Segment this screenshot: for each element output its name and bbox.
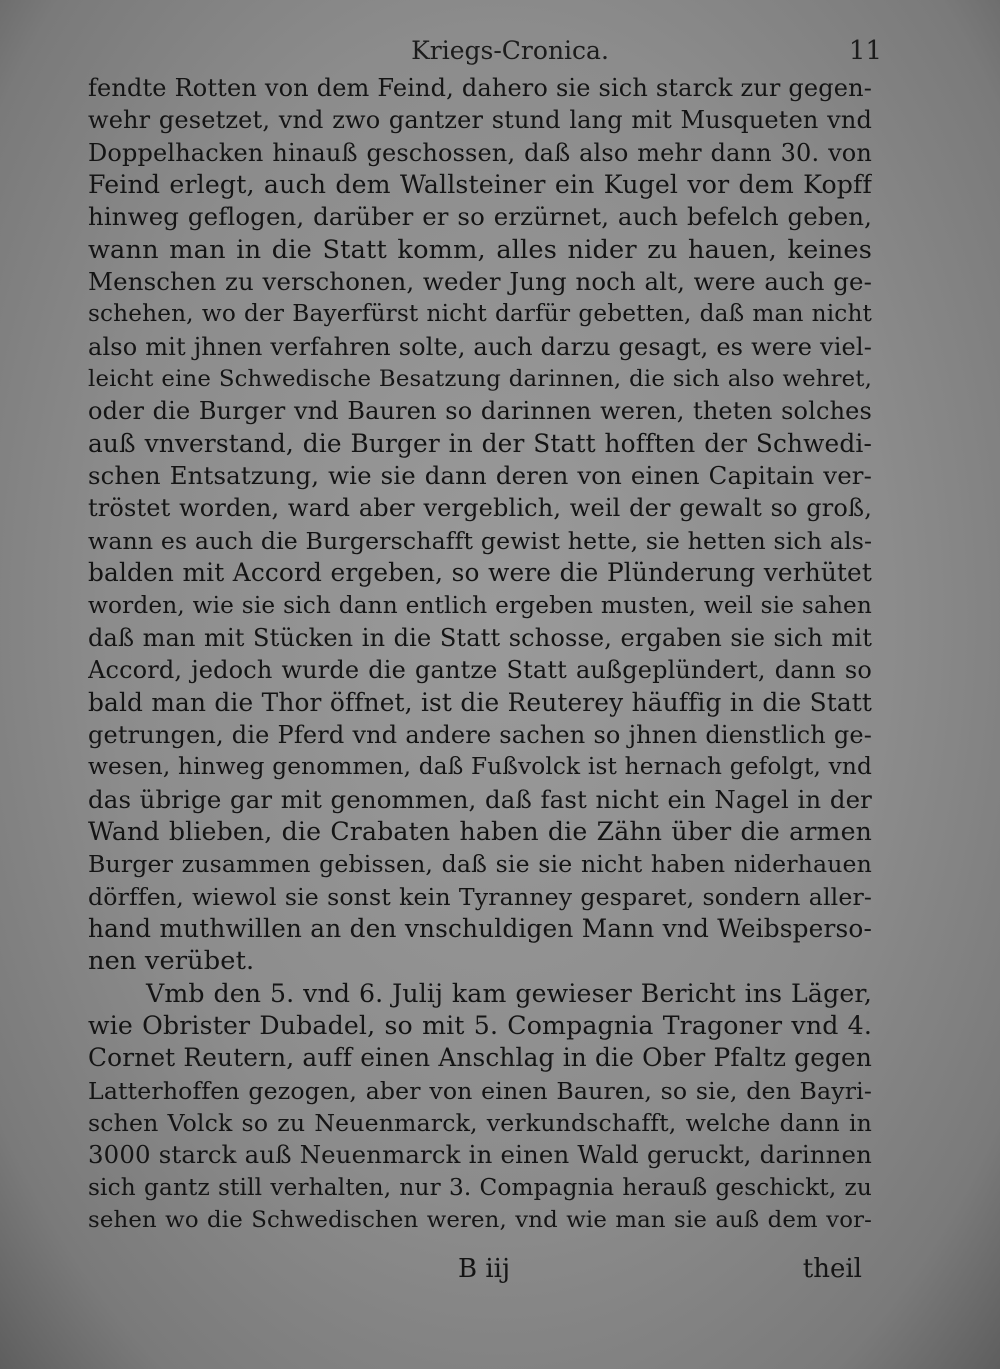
text-line: schen Entsatzung, wie sie dann deren von einen Capitain ver-: [88, 461, 872, 491]
text-line: hand muthwillen an den vnschuldigen Mann vnd Weibsperso-: [88, 913, 872, 943]
text-line: Cornet Reutern, auff einen Anschlag in die Ober Pfaltz gegen: [88, 1043, 872, 1073]
text-line: oder die Burger vnd Bauren so darinnen weren, theten solches: [88, 397, 872, 426]
text-line: Accord, jedoch wurde die gantze Statt außgeplündert, dann so: [88, 656, 872, 685]
text-line: wesen, hinweg genommen, daß Fußvolck ist hernach gefolgt, vnd: [88, 753, 872, 781]
text-line: sich gantz still verhalten, nur 3. Compagnia herauß geschickt, zu: [88, 1173, 872, 1201]
text-line: auß vnverstand, die Burger in der Statt hofften der Schwedi-: [88, 428, 872, 458]
text-line: nen verübet.: [88, 946, 255, 977]
text-line: sehen wo die Schwedischen weren, vnd wie man sie auß dem vor-: [88, 1207, 872, 1234]
text-line: schehen, wo der Bayerfürst nicht darfür gebetten, daß man nicht: [88, 300, 872, 328]
page-number: 11: [848, 36, 882, 66]
text-line: dörffen, wiewol sie sonst kein Tyranney gesparet, sondern aller-: [88, 882, 872, 911]
text-line: Vmb den 5. vnd 6. Julij kam gewieser Bericht ins Läger,: [146, 978, 872, 1008]
page-header: [88, 36, 882, 72]
text-line: Feind erlegt, auch dem Wallsteiner ein Kugel vor dem Kopff: [88, 170, 872, 200]
text-line: also mit jhnen verfahren solte, auch darzu gesagt, es were viel-: [88, 332, 872, 361]
text-line: daß man mit Stücken in die Statt schosse, ergaben sie sich mit: [88, 623, 872, 652]
text-line: schen Volck so zu Neuenmarck, verkundschafft, welche dann in: [88, 1109, 872, 1137]
text-line: hinweg geflogen, darüber er so erzürnet, auch befelch geben,: [88, 202, 872, 232]
text-line: wie Obrister Dubadel, so mit 5. Compagnia Tragoner vnd 4.: [88, 1010, 872, 1040]
text-line: Latterhoffen gezogen, aber von einen Bauren, so sie, den Bayri-: [88, 1076, 872, 1105]
text-line: Wand blieben, die Crabaten haben die Zähn über die armen: [88, 816, 872, 846]
text-line: bald man die Thor öffnet, ist die Reuterey häuffig in die Statt: [88, 687, 872, 717]
running-title: Kriegs-Cronica.: [411, 36, 609, 65]
text-line: wann man in die Statt komm, alles nider zu hauen, keines: [88, 234, 872, 265]
text-line: worden, wie sie sich dann entlich ergeben musten, weil sie sahen: [88, 591, 872, 619]
body-text: [88, 72, 872, 1236]
text-line: das übrige gar mit genommen, daß fast nicht ein Nagel in der: [88, 784, 872, 814]
text-line: wann es auch die Burgerschafft gewist hette, sie hetten sich als-: [88, 526, 872, 555]
text-line: getrungen, die Pferd vnd andere sachen so jhnen dienstlich ge-: [88, 720, 872, 749]
text-line: balden mit Accord ergeben, so were die Plünderung verhütet: [88, 558, 872, 588]
text-line: Menschen zu verschonen, weder Jung noch alt, were auch ge-: [88, 267, 872, 297]
text-line: Doppelhacken hinauß geschossen, daß also mehr dann 30. von: [88, 138, 872, 167]
text-line: fendte Rotten von dem Feind, dahero sie sich starck zur gegen-: [88, 74, 872, 102]
text-line: Burger zusammen gebissen, daß sie sie nicht haben niderhauen: [88, 850, 872, 879]
catchword: theil: [802, 1254, 862, 1284]
text-line: leicht eine Schwedische Besatzung darinnen, die sich also wehret,: [88, 366, 872, 393]
text-line: 3000 starck auß Neuenmarck in einen Wald geruckt, darinnen: [88, 1140, 872, 1170]
signature-mark: B iij: [458, 1254, 511, 1284]
text-line: wehr gesetzet, vnd zwo gantzer stund lang mit Musqueten vnd: [88, 106, 872, 135]
page-footer: [88, 1254, 872, 1286]
text-line: tröstet worden, ward aber vergeblich, weil der gewalt so groß,: [88, 494, 872, 523]
